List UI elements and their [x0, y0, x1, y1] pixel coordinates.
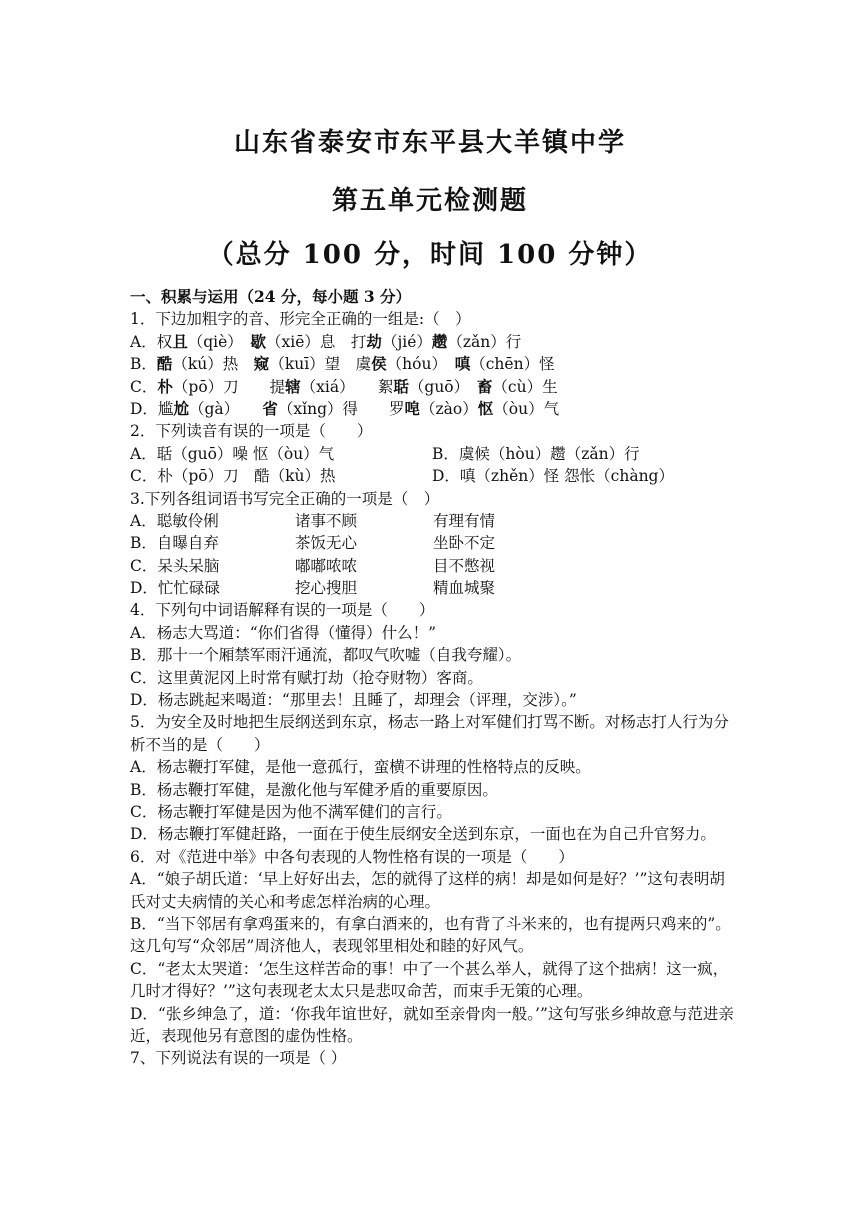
option-text: （chēn）怪 [470, 355, 555, 374]
question-4-option-a: A．杨志大骂道：“你们省得（懂得）什么！” [130, 623, 437, 642]
question-2-option-c: C．朴（pō）刀 酷（kù）热 [130, 467, 336, 486]
bold-character: 省 [262, 398, 278, 418]
question-6-option-a: A．“娘子胡氏道：‘早上好好出去，怎的就得了这样的病！却是如何是好？’”这句表明胡氏对丈夫病情的关心和考虑怎样治病的心理。 [130, 870, 725, 911]
bold-character: 窥 [253, 354, 270, 374]
option-text: （zào） [420, 399, 478, 418]
option-text: （xǐng）得 罗 [277, 399, 405, 418]
question-3-word-group: 诸事不顾 [295, 511, 358, 530]
option-text: （kú）热 [172, 355, 254, 374]
question-3-option-row [130, 510, 740, 532]
question-4-option-b: B．那十一个厢禁军雨汗通流，都叹气吹嘘（自我夸耀）。 [130, 646, 522, 665]
question-2-option-b: B．虞候（hòu）趱（zǎn）行 [432, 444, 640, 463]
option-text: （zǎn）行 [447, 332, 522, 351]
question-3-word-group: 挖心搜胆 [295, 579, 358, 598]
bold-character: 歇 [250, 331, 267, 351]
question-5-option-c: C．杨志鞭打军健是因为他不满军健们的言行。 [130, 803, 452, 822]
question-3-word-group: 目不憋视 [433, 556, 496, 575]
bold-character: 辖 [285, 376, 301, 396]
question-3-word-group: B．自曝自弃 [130, 534, 219, 553]
option-text: （xiá） 絮 [300, 377, 394, 396]
option-text: （xiē）息 打 [266, 332, 367, 351]
question-3-option-row [130, 555, 740, 577]
question-2-option-d: D．嗔（zhěn）怪 怨怅（chàng） [432, 467, 674, 486]
option-text: D．尴 [130, 399, 174, 418]
question-3-word-group: 坐卧不定 [433, 534, 496, 553]
section-heading: 一、积累与运用（24 分，每小题 3 分） [130, 287, 412, 306]
bold-character: 朴 [157, 376, 173, 396]
question-3-option-row [130, 532, 740, 554]
option-text: （qiè） [187, 332, 251, 351]
bold-character: 唣 [404, 398, 421, 418]
option-text: （cù）生 [492, 377, 558, 396]
question-6-option-d: D．“张乡绅急了，道：‘你我年谊世好，就如至亲骨肉一般。’”这句写张乡绅故意与范进亲近，表现他另有意图的虚伪性格。 [130, 1004, 734, 1046]
score-time-note: （总分 100 分，时间 100 分钟） [207, 240, 653, 270]
bold-character: 趱 [431, 331, 448, 351]
option-text: （pō）刀 提 [172, 377, 286, 396]
option-text: A．权 [130, 332, 173, 351]
bold-character: 侯 [371, 354, 387, 374]
question-2-options-row-1 [130, 443, 740, 465]
question-7-stem: 7、下列说法有误的一项是（ ） [130, 1049, 347, 1068]
bold-character: 怄 [477, 398, 494, 418]
question-3-word-group: A．聪敏伶俐 [130, 511, 219, 530]
question-6-option-c: C．“老太太哭道：‘怎生这样苦命的事！中了一个甚么举人，就得了这个拙病！这一疯，几时才得好？’”这句表现老太太只是悲叹命苦，而束手无策的心理。 [130, 959, 729, 1001]
question-body [130, 286, 740, 1070]
option-text: （òu）气 [493, 399, 560, 418]
test-title: 第五单元检测题 [331, 186, 528, 216]
question-3-word-group: 茶饭无心 [295, 534, 358, 553]
option-text: （kuī）望 虞 [269, 355, 372, 374]
question-5-option-b: B．杨志鞭打军健，是激化他与军健矛盾的重要原因。 [130, 780, 498, 799]
question-5-stem: 5．为安全及时地把生辰纲送到东京，杨志一路上对军健们打骂不断。对杨志打人行为分析不当的是（ ） [130, 713, 729, 754]
question-4-option-c: C．这里黄泥冈上时常有赋打劫（抢夺财物）客商。 [130, 668, 483, 687]
option-text: （jié） [381, 332, 432, 351]
bold-character: 畜 [476, 376, 493, 396]
question-1-option-b [130, 353, 740, 375]
question-3-word-group: 嘟嘟哝哝 [295, 556, 358, 575]
question-3-word-group: D．忙忙碌碌 [130, 579, 220, 598]
question-2-stem: 2．下列读音有误的一项是（ ） [130, 422, 373, 441]
question-3-word-group: 有理有情 [433, 511, 496, 530]
question-3-stem: 3.下列各组词语书写完全正确的一项是（ ） [130, 489, 440, 508]
bold-character: 且 [172, 331, 188, 351]
question-3-word-group: C．呆头呆脑 [130, 556, 220, 575]
bold-character: 聒 [393, 376, 409, 396]
bold-character: 尬 [173, 398, 189, 418]
question-4-option-d: D．杨志跳起来喝道：“那里去！且睡了，却理会（评理，交涉）。” [130, 691, 577, 710]
question-5-option-a: A．杨志鞭打军健，是他一意孤行，蛮横不讲理的性格特点的反映。 [130, 758, 591, 777]
option-text: （gà） [188, 399, 263, 418]
option-text: B． [130, 355, 157, 374]
question-1-option-c [130, 376, 740, 398]
question-3-option-row [130, 577, 740, 599]
question-1-option-d [130, 398, 740, 420]
school-title: 山东省泰安市东平县大羊镇中学 [233, 128, 626, 158]
question-4-stem: 4．下列句中词语解释有误的一项是（ ） [130, 601, 435, 620]
question-5-option-d: D．杨志鞭打军健赶路，一面在于使生辰纲安全送到东京，一面也在为自己升官努力。 [130, 825, 716, 844]
bold-character: 酷 [156, 354, 173, 374]
option-text: C． [130, 377, 158, 396]
question-1-stem: 1．下边加粗字的音、形完全正确的一组是:（ ） [130, 310, 471, 329]
bold-character: 嗔 [454, 354, 471, 374]
option-text: （hóu） [386, 355, 455, 374]
question-2-option-a: A．聒（guō）噪 怄（òu）气 [130, 444, 335, 463]
question-6-stem: 6．对《范进中举》中各句表现的人物性格有误的一项是（ ） [130, 847, 574, 866]
question-2-options-row-2 [130, 465, 740, 487]
question-6-option-b: B．“当下邻居有拿鸡蛋来的，有拿白酒来的，也有背了斗米来的，也有提两只鸡来的”。这几句写“众邻居”周济他人，表现邻里相处和睦的好风气。 [130, 915, 731, 956]
bold-character: 劫 [366, 331, 382, 351]
question-1-option-a [130, 331, 740, 353]
question-3-word-group: 精血城聚 [433, 579, 496, 598]
option-text: （guō） [408, 377, 477, 396]
